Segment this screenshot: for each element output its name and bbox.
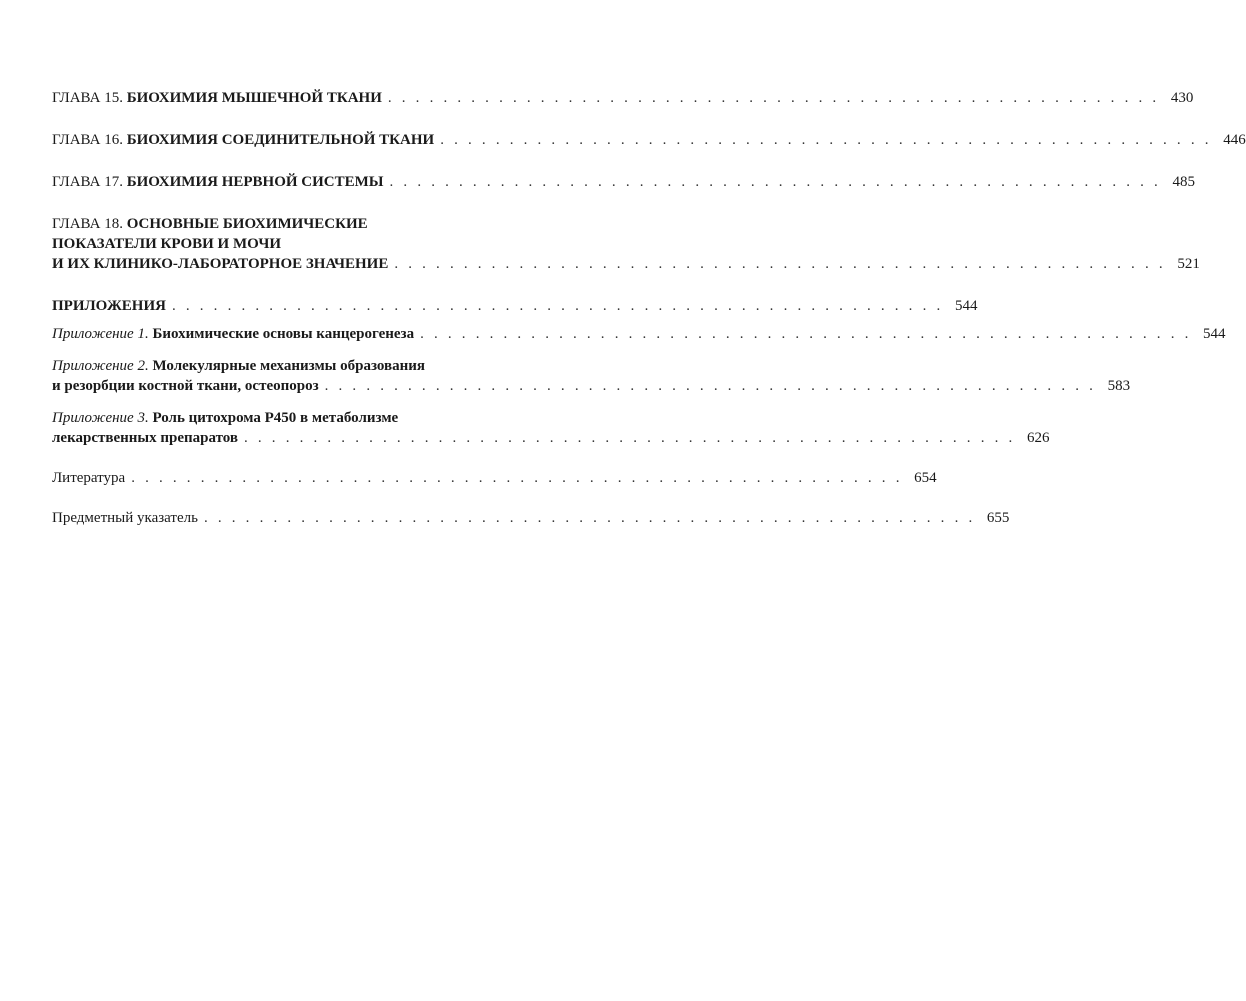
page-number: 583	[1107, 378, 1131, 394]
toc-entry-chapter-17[interactable]	[52, 172, 1195, 192]
section-title: ПРИЛОЖЕНИЯ	[52, 298, 166, 314]
toc-entry-chapter-16[interactable]	[52, 130, 1246, 150]
dot-leader: . . . . . . . . . . . . . . . . . . . . . . . . . . . . . . . . . . . . . . . . . . . . . . . . . . . . . . . .	[324, 378, 1097, 394]
appendix-title-line-1: Роль цитохрома Р450 в метаболизме	[152, 410, 399, 426]
page-number: 544	[1203, 326, 1226, 342]
dot-leader: . . . . . . . . . . . . . . . . . . . . . . . . . . . . . . . . . . . . . . . . . . . . . . . . . . . . . . . .	[440, 132, 1212, 148]
page-number: 446	[1223, 132, 1246, 148]
appendix-title: Биохимические основы канцерогенеза	[152, 326, 415, 342]
chapter-title: БИОХИМИЯ СОЕДИНИТЕЛЬНОЙ ТКАНИ	[126, 132, 435, 148]
chapter-title-line-2: ПОКАЗАТЕЛИ КРОВИ И МОЧИ	[52, 236, 282, 252]
chapter-title: БИОХИМИЯ НЕРВНОЙ СИСТЕМЫ	[126, 174, 384, 190]
chapter-prefix: ГЛАВА 15.	[52, 90, 127, 106]
page-number: 655	[986, 510, 1010, 526]
appendix-title-line-2: и резорбции костной ткани, остеопороз	[52, 378, 319, 394]
dot-leader: . . . . . . . . . . . . . . . . . . . . . . . . . . . . . . . . . . . . . . . . . . . . . . . . . . . . . . . .	[203, 510, 976, 526]
chapter-title-line-3: И ИХ КЛИНИКО-ЛАБОРАТОРНОЕ ЗНАЧЕНИЕ	[52, 256, 389, 272]
page-number: 654	[914, 470, 937, 486]
dot-leader: . . . . . . . . . . . . . . . . . . . . . . . . . . . . . . . . . . . . . . . . . . . . . . . . . . . . . . . .	[389, 174, 1161, 190]
dot-leader: . . . . . . . . . . . . . . . . . . . . . . . . . . . . . . . . . . . . . . . . . . . . . . . . . . . . . . . .	[394, 256, 1166, 272]
dot-leader: . . . . . . . . . . . . . . . . . . . . . . . . . . . . . . . . . . . . . . . . . . . . . . . . . . . . . . . .	[420, 326, 1192, 342]
page-number: 485	[1172, 174, 1195, 190]
toc-entry-appendix-2[interactable]	[52, 356, 1131, 396]
section-title: Предметный указатель	[52, 510, 198, 526]
dot-leader: . . . . . . . . . . . . . . . . . . . . . . . . . . . . . . . . . . . . . . . . . . . . . . . . . . . . . . . .	[131, 470, 903, 486]
table-of-contents	[52, 88, 1246, 528]
toc-entry-chapter-15[interactable]	[52, 88, 1194, 108]
appendix-prefix: Приложение 2.	[52, 358, 153, 374]
dot-leader: . . . . . . . . . . . . . . . . . . . . . . . . . . . . . . . . . . . . . . . . . . . . . . . . . . . . . . . .	[387, 90, 1160, 106]
toc-entry-appendix-1[interactable]	[52, 324, 1226, 344]
toc-entry-appendix-3[interactable]	[52, 408, 1050, 448]
toc-entry-subject-index[interactable]	[52, 508, 1010, 528]
appendix-prefix: Приложение 3.	[52, 410, 153, 426]
page-number: 626	[1026, 430, 1050, 446]
appendix-prefix: Приложение 1.	[52, 326, 153, 342]
page-number: 544	[954, 298, 978, 314]
toc-entry-appendices[interactable]	[52, 296, 978, 316]
dot-leader: . . . . . . . . . . . . . . . . . . . . . . . . . . . . . . . . . . . . . . . . . . . . . . . . . . . . . . . .	[244, 430, 1016, 446]
page-number: 521	[1177, 256, 1200, 272]
chapter-prefix: ГЛАВА 18.	[52, 216, 127, 232]
chapter-title: БИОХИМИЯ МЫШЕЧНОЙ ТКАНИ	[126, 90, 382, 106]
chapter-prefix: ГЛАВА 16.	[52, 132, 127, 148]
dot-leader: . . . . . . . . . . . . . . . . . . . . . . . . . . . . . . . . . . . . . . . . . . . . . . . . . . . . . . . .	[171, 298, 944, 314]
chapter-prefix: ГЛАВА 17.	[52, 174, 127, 190]
chapter-title-line-1: ОСНОВНЫЕ БИОХИМИЧЕСКИЕ	[126, 216, 368, 232]
toc-entry-chapter-18[interactable]	[52, 214, 1200, 274]
section-title: Литература	[52, 470, 126, 486]
appendix-title-line-1: Молекулярные механизмы образования	[152, 358, 426, 374]
appendix-title-line-2: лекарственных препаратов	[52, 430, 238, 446]
page-number: 430	[1170, 90, 1194, 106]
toc-entry-references[interactable]	[52, 468, 937, 488]
